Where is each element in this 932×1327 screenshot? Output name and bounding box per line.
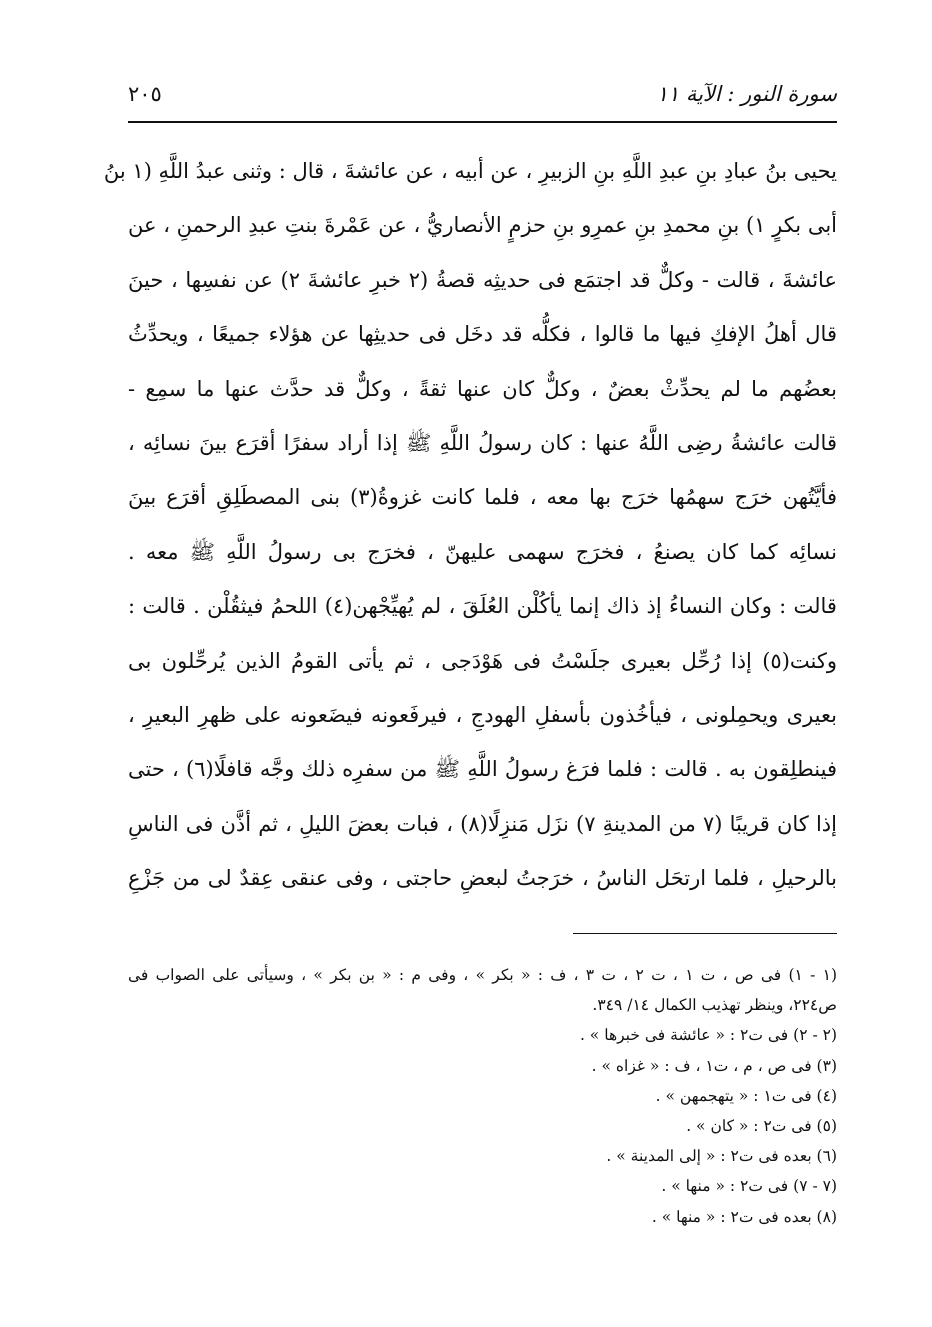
header-rule [128, 121, 837, 123]
footnote-line: (٤) فى ت١ : « يتهجمهن » . [655, 1086, 837, 1105]
text-line: أبى بكرٍ ١) بنِ محمدِ بنِ عمرِو بنِ حزمٍ الأنصاريُّ ، عن عَمْرةَ بنتِ عبدِ الرحمنِ ، عن [128, 213, 838, 238]
footnote-line: (٣) فى ص ، م ، ت١ ، ف : « غزاه » . [591, 1056, 837, 1075]
main-text [103, 144, 838, 905]
text-line: بالرحيلِ ، فلما ارتحَل الناسُ ، خرَجتُ لبعضِ حاجتى ، وفى عنقى عِقدٌ لى من جَزْعِ [128, 866, 837, 891]
footnote-line: ص٢٢٤، وينظر تهذيب الكمال ١٤/ ٣٤٩. [592, 996, 837, 1015]
text-line: فأيَّتُهن خرَج سهمُها خرَج بها معه ، فلما كانت غزوةُ(٣) بنى المصطَلِقِ أقرَع بينَ [128, 485, 837, 510]
text-line: فينطلِقون به . قالت : فلما فرَغ رسولُ اللَّهِ ﷺ من سفرِه ذلك وجَّه قافلًا(٦) ، حتى [128, 757, 837, 782]
running-title: سورة النور : الآية ١١ [656, 82, 837, 106]
text-line: قال أهلُ الإفكِ فيها ما قالوا ، فكلُّه قد دخَل فى حديثِها عن هؤلاء جميعًا ، ويحدِّثُ [128, 322, 837, 347]
text-line: إذا كان قريبًا (٧ من المدينةِ ٧) نزَل مَنزِلًا(٨) ، فبات بعضَ الليلِ ، ثم أذَّن فى الناسِ [128, 811, 837, 836]
text-line: وكنت(٥) إذا رُحِّل بعيرى جلَسْتُ فى هَوْدَجى ، ثم يأتى القومُ الذين يُرحِّلون بى [128, 648, 837, 673]
text-line: قالت : وكان النساءُ إذ ذاك إنما يأكُلْن العُلَقَ ، لم يُهيِّجْهن(٤) اللحمُ فيثقُلْن . قالت : [128, 594, 837, 619]
footnote-line: (٢ - ٢) فى ت٢ : « عائشة فى خبرها » . [579, 1026, 837, 1045]
footnote-line: (٦) بعده فى ت٢ : « إلى المدينة » . [606, 1147, 837, 1166]
footnotes [128, 960, 837, 1232]
text-line: بعيرى ويحمِلونى ، فيأخُذون بأسفلِ الهودجِ ، فيرفَعونه فيضَعونه على ظهرِ البعيرِ ، [128, 702, 837, 727]
text-line: عائشةَ ، قالت - وكلٌّ قد اجتمَع فى حديثِه قصةُ (٢ خبرِ عائشةَ ٢) عن نفسِها ، حينَ [128, 267, 837, 292]
footnote-line: (٨) بعده فى ت٢ : « منها » . [651, 1207, 837, 1226]
text-line: نسائِه كما كان يصنعُ ، فخرَج سهمى عليهنّ ، فخرَج بى رسولُ اللَّهِ ﷺ معه . [128, 539, 837, 564]
text-line: بعضُهم ما لم يحدِّثْ بعضٌ ، وكلٌّ كان عنها ثقةً ، وكلٌّ قد حدَّث عنها ما سمِع - [128, 376, 837, 401]
page-header [128, 72, 837, 116]
footnote-line: (٥) فى ت٢ : « كان » . [686, 1116, 837, 1135]
text-line: يحيى بنُ عبادِ بنِ عبدِ اللَّهِ بنِ الزبيرِ ، عن أبيه ، عن عائشةَ ، قال : وثنى عبدُ اللَّهِ (١ بنُ [103, 159, 837, 183]
text-line: قالت عائشةُ رضِى اللَّهُ عنها : كان رسولُ اللَّهِ ﷺ إذا أراد سفرًا أقرَع بينَ نسائِه ، [128, 430, 837, 455]
footnote-line: (١ - ١) فى ص ، ت ١ ، ت ٢ ، ت ٣ ، ف : « بكر » ، وفى م : « بن بكر » ، وسيأتى على الصواب فى [128, 966, 837, 984]
footnote-line: (٧ - ٧) فى ت٢ : « منها » . [661, 1177, 837, 1196]
page-number: ٢٠٥ [128, 82, 162, 106]
footnote-rule [573, 933, 837, 934]
